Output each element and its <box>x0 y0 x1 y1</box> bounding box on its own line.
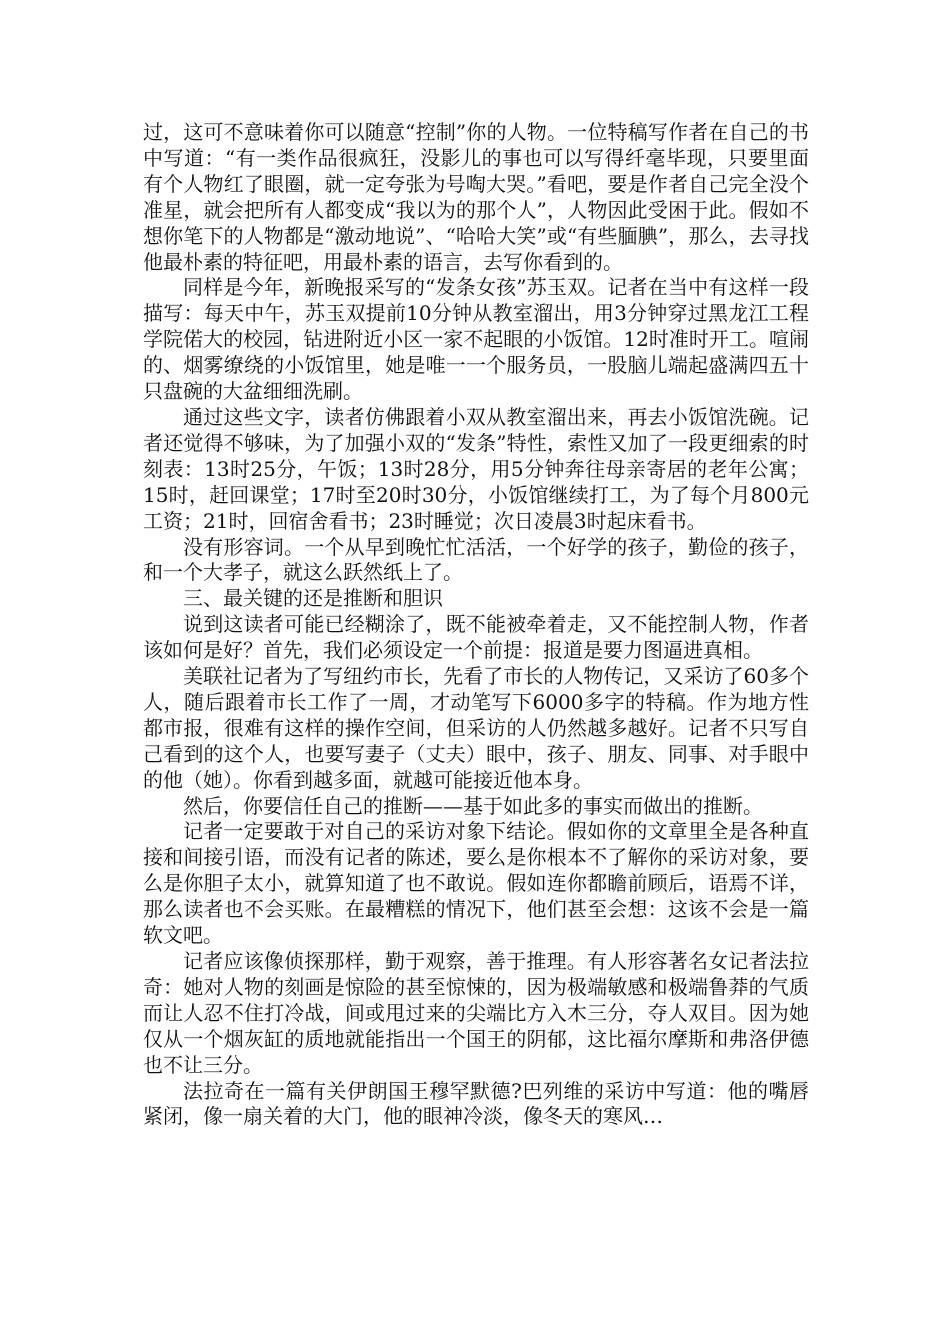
paragraph-1: 过，这可不意味着你可以随意“控制”你的人物。一位特稿写作者在自己的书中写道：“有一类作品很疯狂，没影儿的事也可以写得纤毫毕现，只要里面有个人物红了眼圈，就一定夸张为号啕大哭。”看吧，要是作者自己完全没个准星，就会把所有人都变成“我以为的那个人”，人物因此受困于此。假如不想你笔下的人物都是“激动地说”、“哈哈大笑”或“有些腼腆”，那么，去寻找他最朴素的特征吧，用最朴素的语言，去写你看到的。 <box>143 120 809 274</box>
paragraph-3: 通过这些文字，读者仿佛跟着小双从教室溜出来，再去小饭馆洗碗。记者还觉得不够味，为了加强小双的“发条”特性，索性又加了一段更细索的时刻表：13时25分，午饭；13时28分，用5分钟奔往母亲寄居的老年公寓；15时，赶回课堂；17时至20时30分，小饭馆继续打工，为了每个月800元工资；21时，回宿舍看书；23时睡觉；次日凌晨3时起床看书。 <box>143 404 809 533</box>
section-heading: 三、最关键的还是推断和胆识 <box>183 586 443 611</box>
paragraph-2: 同样是今年，新晚报采写的“发条女孩”苏玉双。记者在当中有这样一段描写：每天中午，苏玉双提前10分钟从教室溜出，用3分钟穿过黑龙江工程学院偌大的校园，钻进附近小区一家不起眼的小饭馆。12时准时开工。喧闹的、烟雾缭绕的小饭馆里，她是唯一一个服务员，一股脑儿端起盛满四五十只盘碗的大盆细细洗刷。 <box>143 275 809 404</box>
paragraph-8: 记者一定要敢于对自己的采访对象下结论。假如你的文章里全是各种直接和间接引语，而没有记者的陈述，要么是你根本不了解你的采访对象，要么是你胆子太小，就算知道了也不敢说。假如连你都瞻前顾后，语焉不详，那么读者也不会买账。在最糟糕的情况下，他们甚至会想：这该不会是一篇软文吧。 <box>143 819 809 948</box>
paragraph-5: 说到这读者可能已经糊涂了，既不能被牵着走，又不能控制人物，作者该如何是好？首先，我们必须设定一个前提：报道是要力图逼进真相。 <box>143 612 809 663</box>
paragraph-10: 法拉奇在一篇有关伊朗国王穆罕默德?巴列维的采访中写道：他的嘴唇紧闭，像一扇关着的大门，他的眼神冷淡，像冬天的寒风… <box>143 1078 809 1129</box>
paragraph-4: 没有形容词。一个从早到晚忙忙活活，一个好学的孩子，勤俭的孩子，和一个大孝子，就这么跃然纸上了。 <box>143 534 809 585</box>
document-body <box>143 120 809 1130</box>
paragraph-7: 然后，你要信任自己的推断——基于如此多的事实而做出的推断。 <box>183 793 763 818</box>
paragraph-9: 记者应该像侦探那样，勤于观察，善于推理。有人形容著名女记者法拉奇：她对人物的刻画是惊险的甚至惊悚的，因为极端敏感和极端鲁莽的气质而让人忍不住打冷战，间或甩过来的尖端比方入木三分，夺人双目。因为她仅从一个烟灰缸的质地就能指出一个国王的阴郁，这比福尔摩斯和弗洛伊德也不让三分。 <box>143 949 809 1077</box>
paragraph-6: 美联社记者为了写纽约市长，先看了市长的人物传记，又采访了60多个人，随后跟着市长工作了一周，才动笔写下6000多字的特稿。作为地方性都市报，很难有这样的操作空间，但采访的人仍然越多越好。记者不只写自己看到的这个人，也要写妻子（丈夫）眼中，孩子、朋友、同事、对手眼中的他（她）。你看到越多面，就越可能接近他本身。 <box>143 664 809 792</box>
